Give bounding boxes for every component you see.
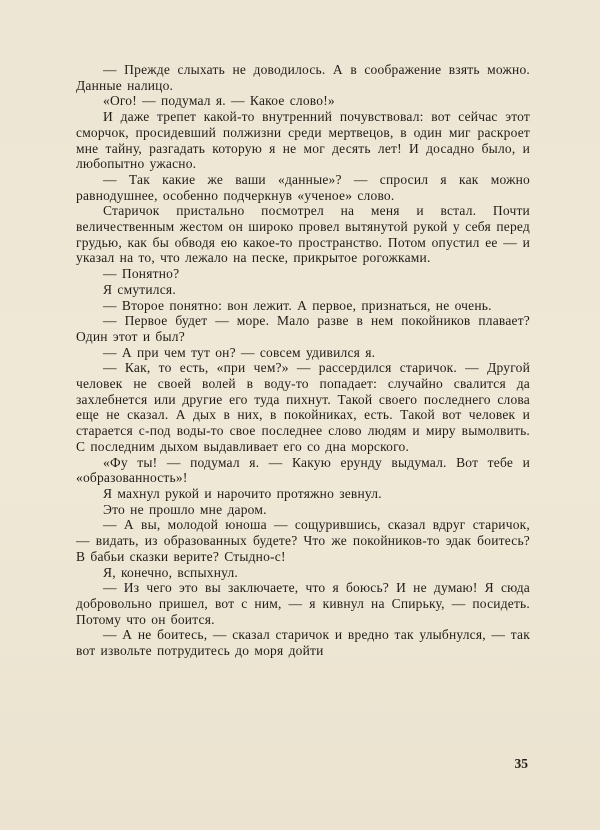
paragraph: «Ого! — подумал я. — Какое слово!» [103,93,335,109]
paragraph: «Фу ты! — подумал я. — Какую ерунду выдумал. Вот тебе и «образованность»! [76,454,530,486]
page-text [76,62,530,659]
paragraph: — Из чего это вы заключаете, что я боюсь? И не думаю! Я сюда добровольно пришел, вот с ним, — я кивнул на Спирьку, — посидеть. Потому что он боится. [76,580,530,627]
paragraph: — Первое будет — море. Мало разве в нем покойников плавает? Один этот и был? [76,313,530,344]
page-number: 35 [514,756,528,771]
paragraph: Это не прошло мне даром. [103,501,267,517]
paragraph: — Прежде слыхать не доводилось. А в соображение взять можно. Данные налицо. [76,62,530,93]
paragraph: — Понятно? [103,266,180,282]
paragraph: Старичок пристально посмотрел на меня и встал. Почти величественным жестом он широко провел вытянутой рукой у себя перед грудью, как бы обводя ею какое-то пространство. Потом опустил ее — и указал на то, что лежало на песке, прикрытое рогожками. [76,203,530,266]
paragraph: Я смутился. [103,281,176,297]
paragraph: Я махнул рукой и нарочито протяжно зевнул. [103,485,382,501]
paragraph: — Второе понятно: вон лежит. А первое, признаться, не очень. [103,297,492,313]
paragraph: Я, конечно, вспыхнул. [103,564,238,580]
paragraph: — А при чем тут он? — совсем удивился я. [103,344,376,360]
paragraph: И даже трепет какой-то внутренний почувствовал: вот сейчас этот сморчок, просидевший полжизни среди мертвецов, в один миг раскроет мне тайну, разгадать которую я не мог десять лет! И досадно было, и любопытно ужасно. [76,109,530,172]
paragraph: — Как, то есть, «при чем?» — рассердился старичок. — Другой человек не своей волей в воду-то попадает: случайно свалится да захлебнется или другие его туда пихнут. Такой своего последнего слова еще не сказал. А дых в них, в покойниках, есть. Такой вот человек и старается с-под воды-то свое последнее слово людям и миру вымолвить. С последним дыхом выдавливает его со дна морского. [76,360,530,454]
paragraph: — А не боитесь, — сказал старичок и вредно так улыбнулся, — так вот извольте потрудитесь до моря дойти [76,627,530,659]
paragraph: — Так какие же ваши «данные»? — спросил я как можно равнодушнее, особенно подчеркнув «ученое» слово. [76,171,530,203]
paragraph: — А вы, молодой юноша — сощурившись, сказал вдруг старичок, — видать, из образованных будете? Что же покойников-то эдак боитесь? В бабьи сказки верите? Стыдно-с! [76,517,530,564]
